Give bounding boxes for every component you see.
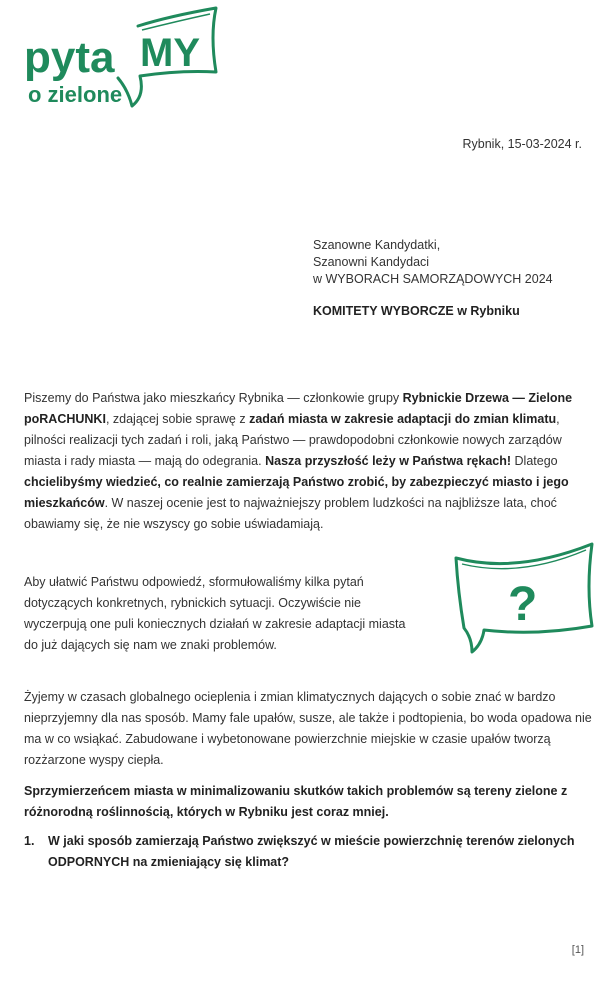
recipient-address — [313, 237, 553, 288]
question-1-number: 1. — [24, 834, 35, 848]
intro-text-1: Piszemy do Państwa jako mieszkańcy Rybnika — członkowie grupy — [24, 391, 403, 405]
speech-bubble-question-icon — [446, 540, 596, 655]
question-1 — [24, 831, 584, 873]
recipient-committee: KOMITETY WYBORCZE w Rybniku — [313, 304, 520, 318]
intro-bold-1: Rybnickie Drzewa — Zielone poRACHUNKI — [24, 391, 573, 426]
paragraph-climate: Żyjemy w czasach globalnego ocieplenia i zmian klimatycznych dających o sobie znać w bardzo nieprzyjemny dla nas sposób. Mamy fale upałów, susze, ale także i podtopienia, bo woda opadowa nie ma w co wsiąkać. Zabudowane i wybetonowane powierzchnie miejskie w czasie upałów tworzą rozżarzone wyspy ciepła. — [24, 690, 592, 767]
intro-bold-2: zadań miasta w zakresie adaptacji do zmian klimatu — [249, 412, 557, 426]
logo-text-my: MY — [140, 31, 200, 75]
intro-text-3: , pilności realizacji tych zadań i roli, jaką Państwo — prawdopodobni członkowie nowych zarządów miasta i rady miasta — mają do odegrania. — [24, 412, 562, 468]
paragraph-green-areas: Sprzymierzeńcem miasta w minimalizowaniu skutków takich problemów są tereny zielone z różnorodną roślinnością, których w Rybniku jest coraz mniej. — [24, 784, 568, 819]
logo-graphic — [20, 6, 230, 110]
intro-text-4: Dlatego — [511, 454, 558, 468]
logo-text-zielone: o zielone — [28, 82, 123, 107]
logo-text-pyta: pyta — [24, 33, 115, 82]
intro-bold-4: chcielibyśmy wiedzieć, co realnie zamierzają Państwo zrobić, by zabezpieczyć miasto i jego mieszkańców — [24, 475, 569, 510]
page-number: [1] — [571, 944, 584, 956]
intro-text-2: , zdającej sobie sprawę z — [105, 412, 250, 426]
address-line-2: Szanowni Kandydaci — [313, 255, 430, 269]
question-mark: ? — [508, 578, 538, 631]
address-line-1: Szanowne Kandydatki, — [313, 238, 441, 252]
question-1-text: W jaki sposób zamierzają Państwo zwiększyć w mieście powierzchnię terenów zielonych ODPORNYCH na zmieniający się klimat? — [48, 834, 575, 869]
address-line-3: w WYBORACH SAMORZĄDOWYCH 2024 — [313, 272, 553, 286]
letter-date: Rybnik, 15-03-2024 r. — [462, 137, 582, 151]
intro-bold-3: Nasza przyszłość leży w Państwa rękach! — [265, 454, 512, 468]
intro-text-5: . W naszej ocenie jest to najważniejszy problem ludzkości na najbliższe lata, choć obawiamy się, że nie wszyscy go sobie uświadamiają. — [24, 496, 557, 531]
paragraph-questions-intro: Aby ułatwić Państwu odpowiedź, sformułowaliśmy kilka pytań dotyczących konkretnych, rybnickich sytuacji. Oczywiście nie wyczerpują one puli koniecznych działań w zakresie adaptacji miasta do już dających się nam we znaki problemów. — [24, 575, 406, 652]
pytamy-logo — [20, 6, 230, 110]
paragraph-intro — [24, 388, 599, 535]
